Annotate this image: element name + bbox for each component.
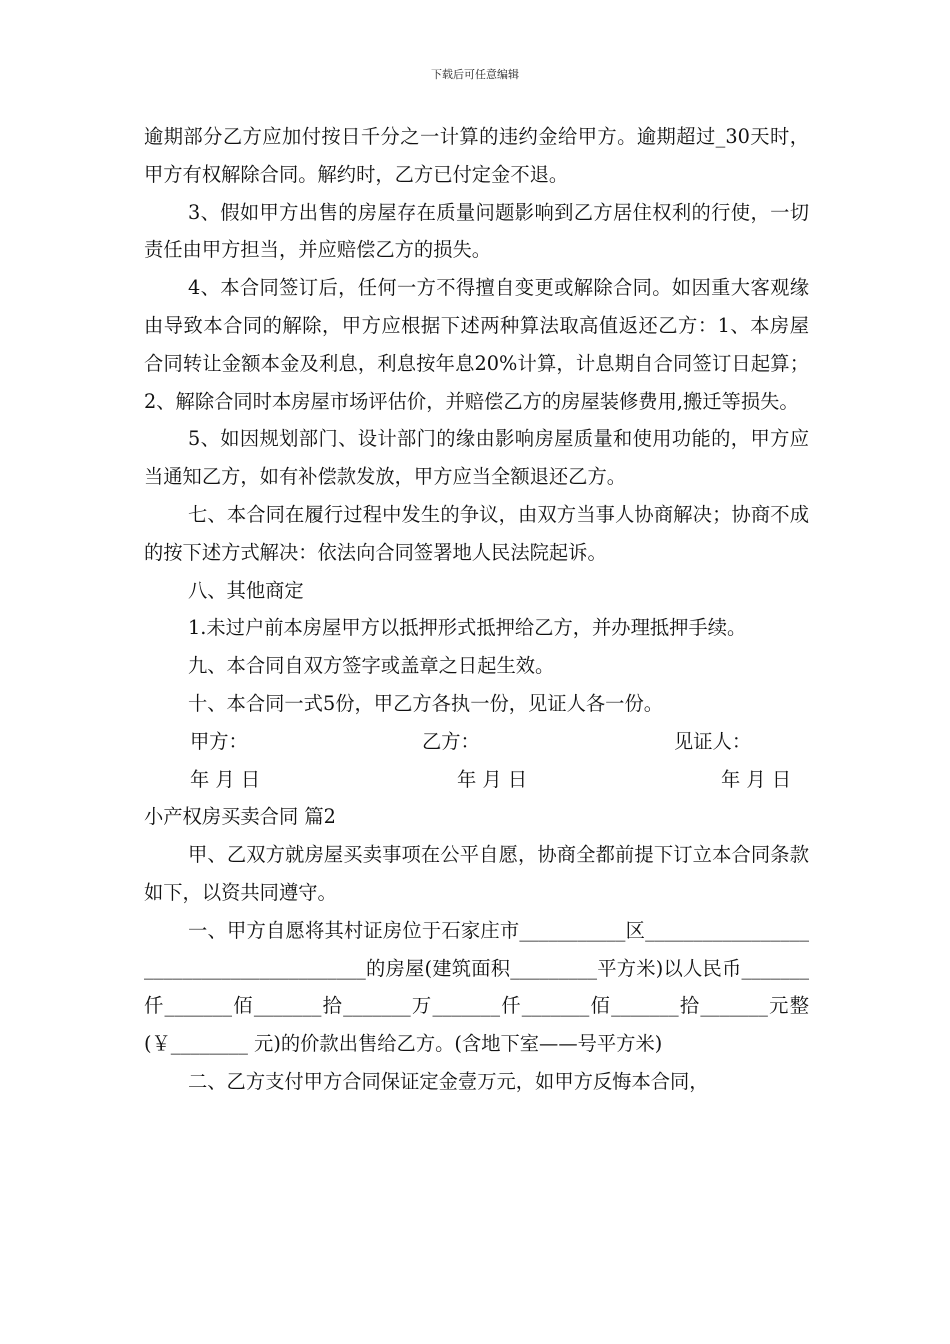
signature-row xyxy=(144,723,809,761)
witness-label: 见证人： xyxy=(674,729,752,753)
paragraph-effective: 九、本合同自双方签字或盖章之日起生效。 xyxy=(188,654,555,678)
party-a-label: 甲方： xyxy=(190,729,248,753)
page-header: 下载后可任意编辑 xyxy=(431,68,519,81)
party-a-date: 年 月 日 xyxy=(190,767,261,791)
paragraph-copies: 十、本合同一式5份，甲乙方各执一份，见证人各一份。 xyxy=(188,691,664,715)
section-2-clause-1: 一、甲方自愿将其村证房位于石家庄市___________区________________________________________的房屋(建筑面积_________平方米)以人民币_______仟_______佰_______拾_______万_______仟_______佰_______拾_______元整(￥________ 元)的价款出售给乙方。(含地下室——号平方米) xyxy=(144,918,809,1056)
section-2-title: 小产权房买卖合同 篇2 xyxy=(144,805,336,829)
party-b-label: 乙方： xyxy=(422,729,480,753)
paragraph-overdue-penalty: 逾期部分乙方应加付按日千分之一计算的违约金给甲方。逾期超过_30天时，甲方有权解除合同。解约时，乙方已付定金不退。 xyxy=(144,125,809,186)
party-b-date: 年 月 日 xyxy=(457,767,528,791)
paragraph-clause-5: 5、如因规划部门、设计部门的缘由影响房屋质量和使用功能的，甲方应当通知乙方，如有补偿款发放，甲方应当全额退还乙方。 xyxy=(144,427,809,489)
paragraph-dispute: 七、本合同在履行过程中发生的争议，由双方当事人协商解决；协商不成的按下述方式解决：依法向合同签署地人民法院起诉。 xyxy=(144,502,809,564)
section-2-clause-2: 二、乙方支付甲方合同保证定金壹万元，如甲方反悔本合同， xyxy=(188,1069,709,1093)
paragraph-other-terms-heading: 八、其他商定 xyxy=(188,578,304,602)
date-row xyxy=(144,761,809,799)
section-2-preamble: 甲、乙双方就房屋买卖事项在公平自愿，协商全都前提下订立本合同条款如下，以资共同遵守。 xyxy=(144,843,809,904)
witness-date: 年 月 日 xyxy=(721,767,792,791)
paragraph-mortgage: 1.未过户前本房屋甲方以抵押形式抵押给乙方，并办理抵押手续。 xyxy=(188,616,747,640)
paragraph-clause-4: 4、本合同签订后，任何一方不得擅自变更或解除合同。如因重大客观缘由导致本合同的解除，甲方应根据下述两种算法取高值返还乙方：1、本房屋合同转让金额本金及利息，利息按年息20%计算，计息期自合同签订日起算；2、解除合同时本房屋市场评估价，并赔偿乙方的房屋装修费用,搬迁等损失。 xyxy=(144,276,809,413)
paragraph-clause-3: 3、假如甲方出售的房屋存在质量问题影响到乙方居住权利的行使，一切责任由甲方担当，并应赔偿乙方的损失。 xyxy=(144,200,809,262)
document-body xyxy=(144,118,809,1101)
